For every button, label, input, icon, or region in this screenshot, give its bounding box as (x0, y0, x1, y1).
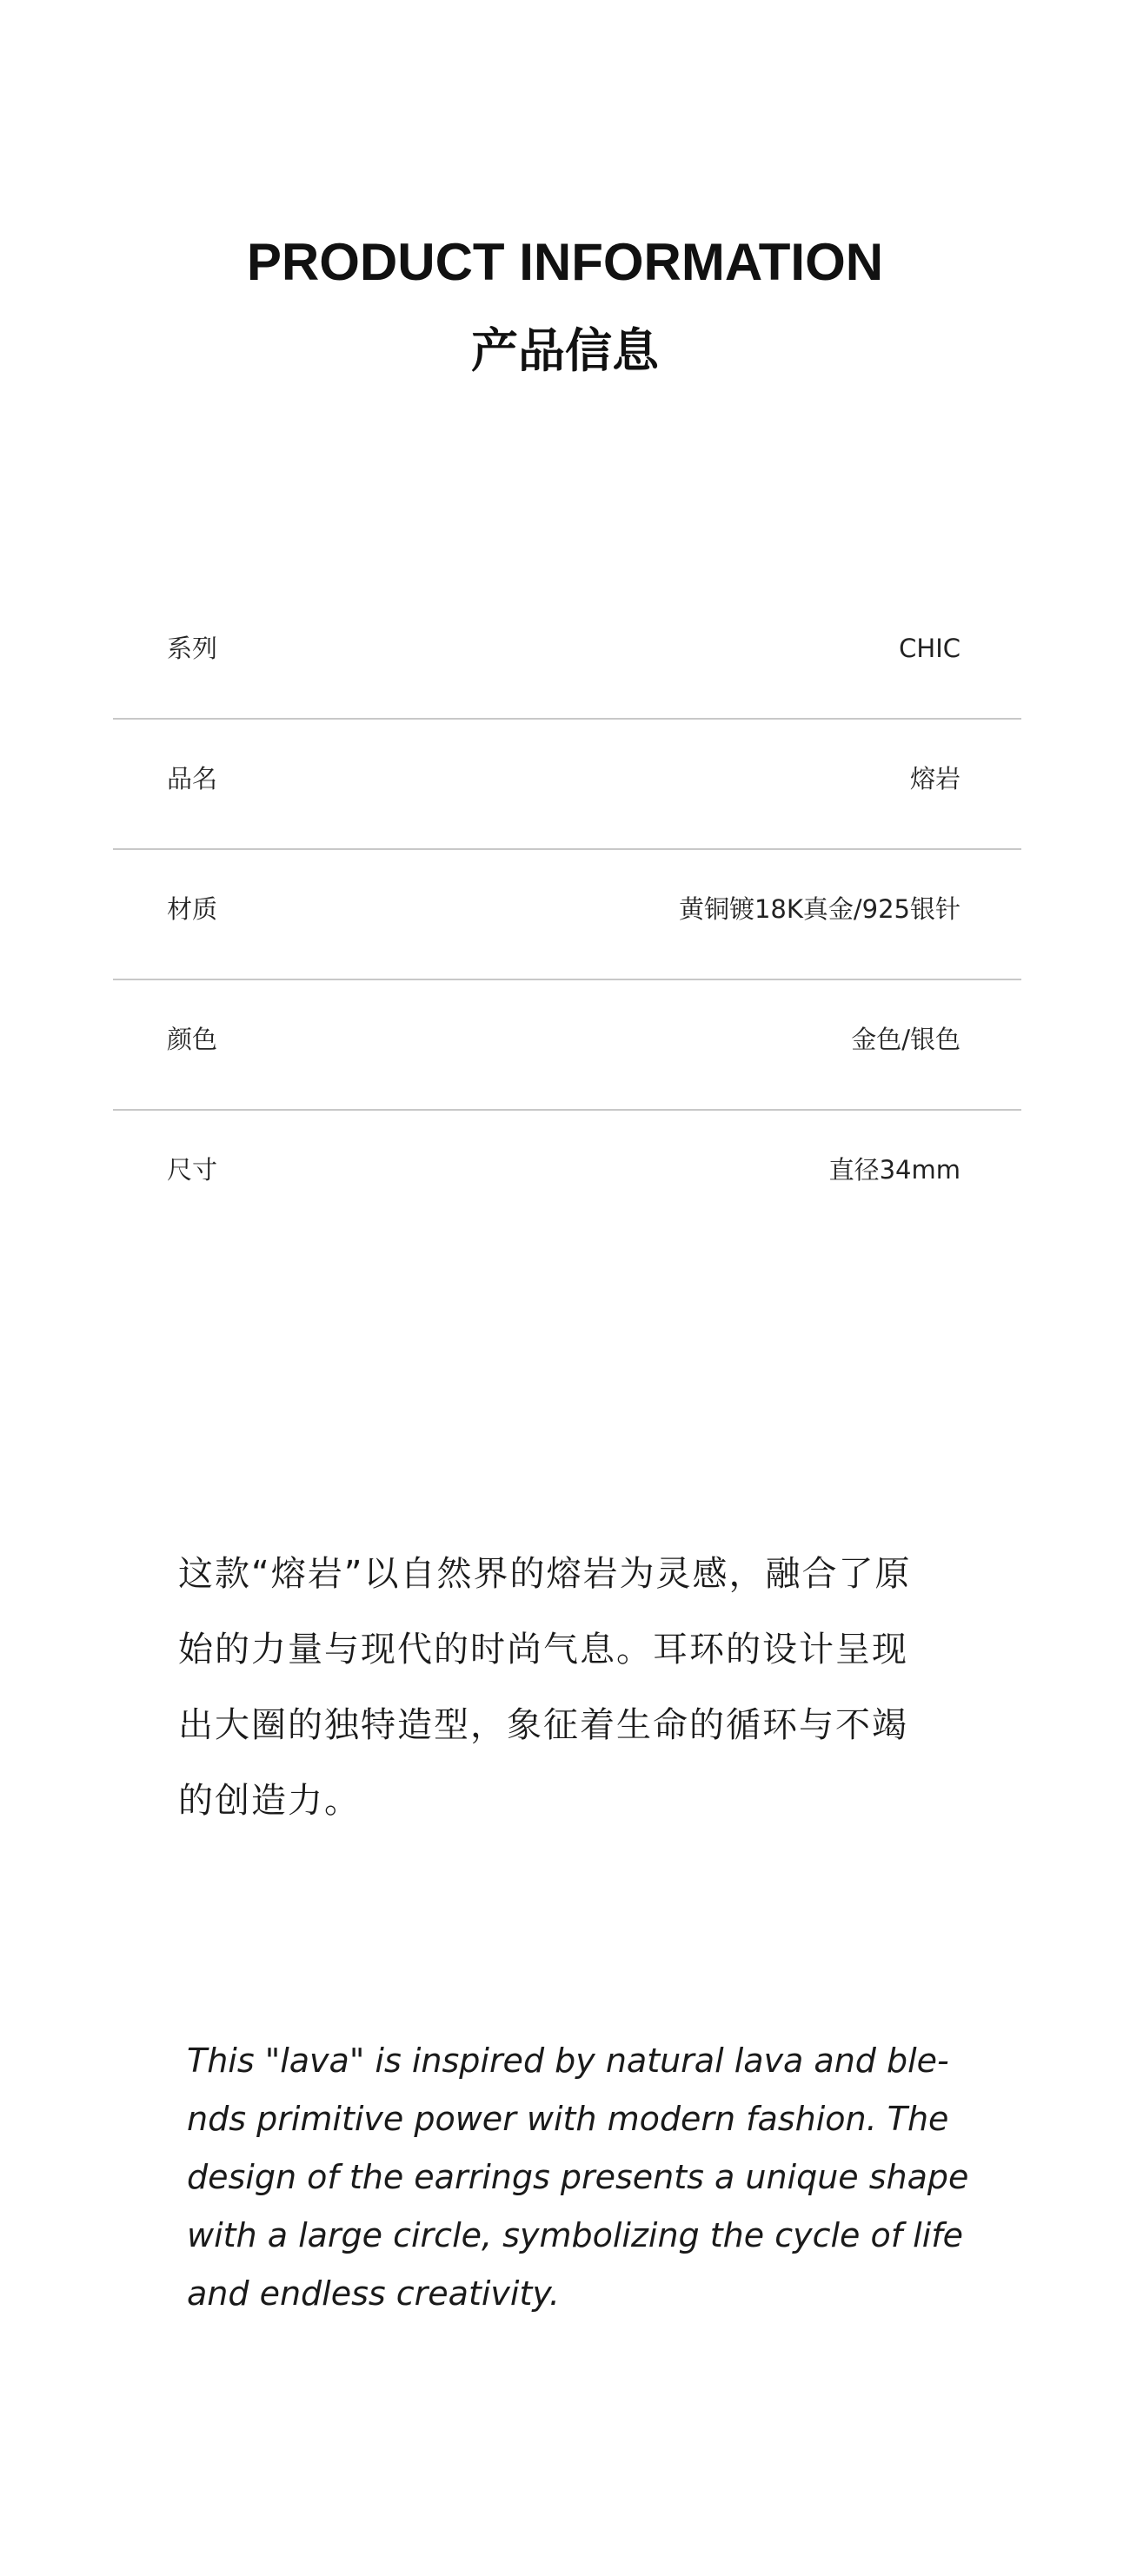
description-en-line: nds primitive power with modern fashion. The (187, 2100, 949, 2138)
spec-row-name (113, 720, 1021, 850)
description-cn-line: 始的力量与现代的时尚气息。耳环的设计呈现 (178, 1630, 908, 1670)
spec-row-color (113, 980, 1021, 1111)
spec-value: 金色/银色 (851, 1025, 960, 1054)
spec-row-size (113, 1111, 1021, 1241)
spec-label: 尺寸 (167, 1155, 218, 1185)
description-english (187, 2032, 1004, 2323)
spec-label: 品名 (167, 764, 218, 793)
description-cn-line: 出大圈的独特造型，象征着生命的循环与不竭 (178, 1705, 908, 1745)
spec-value: 直径34mm (828, 1155, 960, 1185)
spec-row-material (113, 850, 1021, 980)
spec-row-series (113, 589, 1021, 720)
spec-value: 熔岩 (909, 764, 960, 793)
description-cn-line: 这款“熔岩”以自然界的熔岩为灵感，融合了原 (178, 1554, 912, 1594)
description-en-line: design of the earrings presents a unique shape (187, 2158, 969, 2196)
description-chinese (178, 1537, 960, 1839)
spec-label: 颜色 (167, 1025, 218, 1054)
description-en-line: with a large circle, symbolizing the cycle of life (187, 2216, 964, 2254)
description-cn-line: 的创造力。 (178, 1781, 361, 1821)
spec-table (113, 589, 1021, 1241)
spec-value: CHIC (899, 634, 960, 663)
spec-label: 材质 (167, 894, 218, 924)
description-en-line: and endless creativity. (187, 2274, 560, 2313)
description-en-line: This "lava" is inspired by natural lava and ble- (187, 2042, 949, 2080)
spec-label: 系列 (167, 634, 218, 663)
page-title-cn: 产品信息 (471, 323, 659, 378)
page-title-en: PRODUCT INFORMATION (246, 233, 884, 291)
spec-value: 黄铜镀18K真金/925银针 (678, 894, 960, 924)
